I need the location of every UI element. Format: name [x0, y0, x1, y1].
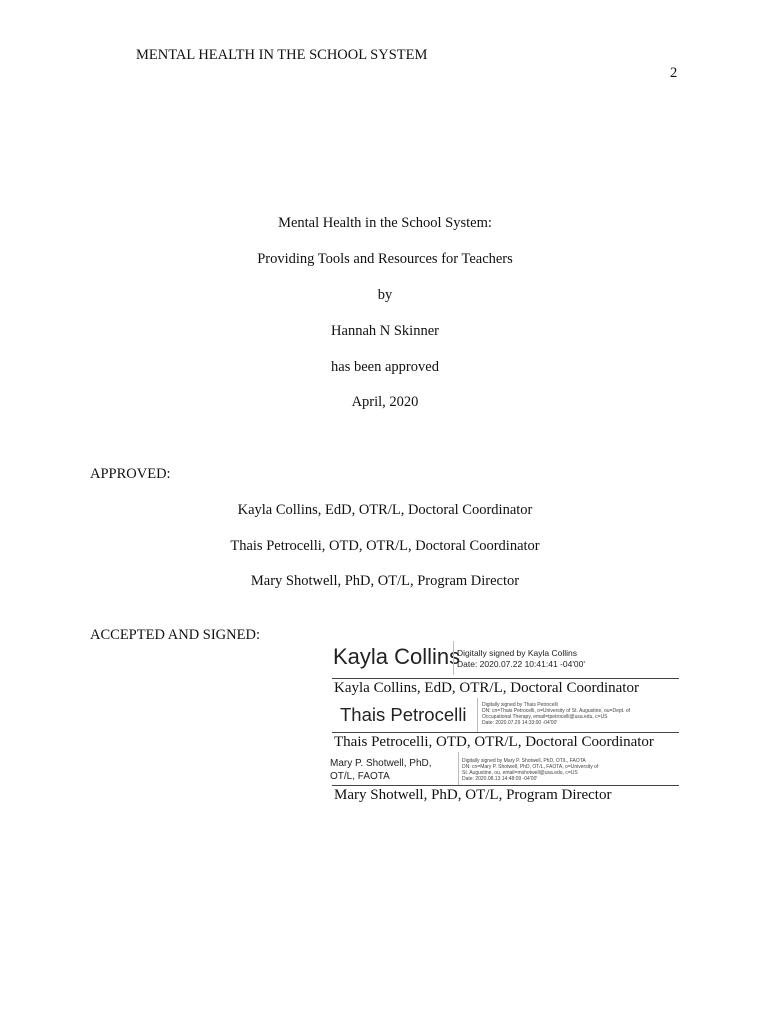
page-number: 2 [670, 65, 678, 81]
title-line-1: Mental Health in the School System: [278, 215, 492, 231]
approval-date: April, 2020 [351, 394, 419, 410]
signature-divider [453, 641, 454, 675]
digital-signature-name: Thais Petrocelli [340, 704, 467, 725]
signer-printed-name: Mary Shotwell, PhD, OT/L, Program Director [334, 787, 612, 803]
digital-signature-name: Kayla Collins [333, 644, 461, 669]
approver-name: Mary Shotwell, PhD, OT/L, Program Director [250, 573, 520, 589]
signature-detail: Occupational Therapy, email=tpetrocelli@usa.edu, c=US [482, 714, 608, 720]
signature-detail: DN: cn=Mary P. Shotwell, PhD, OT/L, FAOTA, o=University of [462, 764, 599, 770]
signer-printed-name: Thais Petrocelli, OTD, OTR/L, Doctoral Coordinator [334, 734, 654, 750]
signature-detail: Digitally signed by Kayla Collins [457, 648, 578, 658]
signature-line [332, 785, 679, 786]
signature-detail: DN: cn=Thais Petrocelli, o=University of St. Augustine, ou=Dept. of [482, 708, 630, 714]
author-name: Hannah N Skinner [331, 323, 439, 339]
signature-divider [477, 698, 478, 732]
signer-printed-name: Kayla Collins, EdD, OTR/L, Doctoral Coordinator [334, 680, 639, 696]
signature-detail: Digitally signed by Thais Petrocelli [482, 702, 558, 708]
title-line-2: Providing Tools and Resources for Teachers [257, 251, 513, 267]
signature-detail: Date: 2020.07.29 14:33:00 -04'00' [482, 720, 558, 726]
approver-name: Thais Petrocelli, OTD, OTR/L, Doctoral Coordinator [230, 538, 540, 554]
signature-line [332, 732, 679, 733]
signature-detail: Date: 2020.08.13 14:48:09 -04'00' [462, 776, 538, 782]
signature-detail: St. Augustine, ou, email=mshotwell@usa.edu, c=US [462, 770, 578, 776]
running-head: MENTAL HEALTH IN THE SCHOOL SYSTEM [136, 47, 428, 63]
signature-detail: Digitally signed by Mary P. Shotwell, PhD, OT/L, FAOTA [462, 758, 586, 764]
signature-detail: Date: 2020.07.22 10:41:41 -04'00' [457, 659, 586, 669]
accepted-signed-label: ACCEPTED AND SIGNED: [90, 627, 260, 643]
signature-divider [458, 752, 459, 786]
approved-label: APPROVED: [90, 466, 171, 482]
by-line: by [377, 287, 393, 303]
signature-line [332, 678, 679, 679]
approval-statement: has been approved [331, 359, 439, 375]
approver-name: Kayla Collins, EdD, OTR/L, Doctoral Coordinator [237, 502, 533, 518]
digital-signature-name: Mary P. Shotwell, PhD, OT/L, FAOTA [330, 758, 432, 782]
